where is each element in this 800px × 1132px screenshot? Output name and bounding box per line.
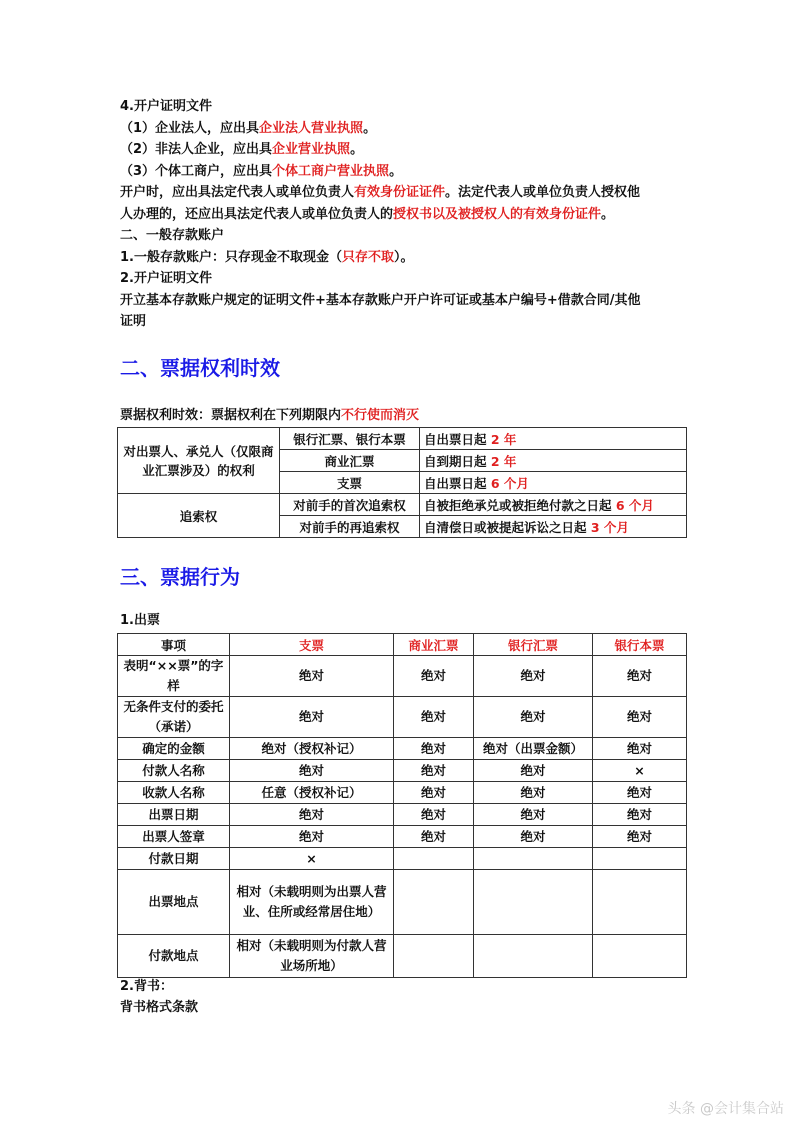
table-cell: 对前手的首次追索权 (280, 494, 420, 516)
header-cell: 银行本票 (593, 634, 687, 656)
sub-heading-endorse: 2.背书： (120, 979, 173, 994)
section-title-validity: 二、票据权利时效 (120, 356, 280, 380)
table-cell: × (593, 760, 687, 782)
table-row (118, 782, 687, 804)
header-cell: 商业汇票 (394, 634, 474, 656)
text-line: 人办理的，还应出具法定代表人或单位负责人的授权书以及被授权人的有效身份证件。 (120, 206, 615, 222)
recourse-label: 追索权 (118, 494, 280, 538)
table-cell: 自清偿日或被提起诉讼之日起 3 个月 (420, 516, 687, 538)
table-cell: × (230, 848, 394, 870)
table-cell: 收款人名称 (118, 782, 230, 804)
table-cell: 无条件支付的委托（承诺） (118, 697, 230, 738)
rights-label: 对出票人、承兑人（仅限商业汇票涉及）的权利 (118, 428, 280, 494)
table-cell: 出票地点 (118, 870, 230, 935)
table-row (118, 428, 687, 450)
header-cell: 事项 (118, 634, 230, 656)
issue-table (117, 633, 687, 978)
table-cell: 付款人名称 (118, 760, 230, 782)
table-row (118, 760, 687, 782)
text-line: 开立基本存款账户规定的证明文件+基本存款账户开户许可证或基本户编号+借款合同/其他 (120, 292, 641, 308)
table-cell: 支票 (280, 472, 420, 494)
table-cell: 绝对 (230, 826, 394, 848)
table-cell: 任意（授权补记） (230, 782, 394, 804)
table-cell (474, 870, 593, 935)
table-cell: 绝对 (593, 782, 687, 804)
table-cell: 出票日期 (118, 804, 230, 826)
table-cell: 绝对 (593, 697, 687, 738)
table-cell: 绝对（授权补记） (230, 738, 394, 760)
text-line: 1.一般存款账户：只存现金不取现金（只存不取）。 (120, 249, 414, 265)
table-cell: 绝对 (394, 760, 474, 782)
table-cell: 绝对 (394, 656, 474, 697)
table-row (118, 738, 687, 760)
document-page (120, 96, 690, 1015)
table-cell: 付款地点 (118, 935, 230, 978)
header-cell: 支票 (230, 634, 394, 656)
section-title-acts: 三、票据行为 (120, 565, 240, 589)
table-row (118, 870, 687, 935)
validity-caption: 票据权利时效：票据权利在下列期限内不行使而消灭 (120, 408, 420, 423)
table-cell: 绝对 (593, 656, 687, 697)
text-line: （2）非法人企业，应出具企业营业执照。 (120, 142, 364, 157)
table-cell: 绝对 (230, 656, 394, 697)
table-cell (593, 935, 687, 978)
table-cell: 银行汇票、银行本票 (280, 428, 420, 450)
table-cell (394, 935, 474, 978)
table-cell (394, 848, 474, 870)
table-row (118, 656, 687, 697)
table-cell: 对前手的再追索权 (280, 516, 420, 538)
table-cell: 绝对 (230, 804, 394, 826)
table-cell (593, 870, 687, 935)
table-cell (593, 848, 687, 870)
table-cell: 绝对 (474, 826, 593, 848)
table-cell: 绝对 (593, 804, 687, 826)
table-cell (394, 870, 474, 935)
text-line: 二、一般存款账户 (120, 228, 225, 243)
table-cell: 绝对 (474, 697, 593, 738)
watermark: 头条 @会计集合站 (667, 1101, 784, 1117)
table-row (118, 826, 687, 848)
table-cell: 自出票日起 2 年 (420, 428, 687, 450)
table-cell: 相对（未载明则为付款人营业场所地） (230, 935, 394, 978)
table-cell: 自出票日起 6 个月 (420, 472, 687, 494)
table-cell: 自到期日起 2 年 (420, 450, 687, 472)
header-cell: 银行汇票 (474, 634, 593, 656)
text-line: 2.开户证明文件 (120, 271, 212, 286)
table-cell: 自被拒绝承兑或被拒绝付款之日起 6 个月 (420, 494, 687, 516)
text-line: 4.开户证明文件 (120, 99, 212, 114)
validity-table (117, 427, 687, 538)
table-cell: 绝对 (474, 760, 593, 782)
text-line: （3）个体工商户，应出具个体工商户营业执照。 (120, 163, 403, 179)
table-cell: 绝对（出票金额） (474, 738, 593, 760)
table-cell: 绝对 (394, 782, 474, 804)
sub-heading-issue: 1.出票 (120, 613, 160, 628)
table-cell: 表明“××票”的字样 (118, 656, 230, 697)
table-cell: 出票人签章 (118, 826, 230, 848)
table-cell: 绝对 (394, 826, 474, 848)
text-line: 开户时，应出具法定代表人或单位负责人有效身份证证件。法定代表人或单位负责人授权他 (120, 185, 641, 200)
table-cell: 商业汇票 (280, 450, 420, 472)
table-cell: 绝对 (394, 804, 474, 826)
table-cell: 绝对 (593, 738, 687, 760)
table-cell: 确定的金额 (118, 738, 230, 760)
table-cell: 绝对 (394, 738, 474, 760)
table-cell: 绝对 (474, 656, 593, 697)
section1-text (120, 96, 690, 333)
endorse-format: 背书格式条款 (120, 1000, 199, 1015)
table-cell: 绝对 (474, 782, 593, 804)
table-cell: 绝对 (230, 760, 394, 782)
table-row (118, 697, 687, 738)
table-cell (474, 848, 593, 870)
text-line: （1）企业法人，应出具企业法人营业执照。 (120, 120, 377, 136)
table-cell: 绝对 (593, 826, 687, 848)
table-cell (474, 935, 593, 978)
table-cell: 绝对 (230, 697, 394, 738)
table-row (118, 494, 687, 516)
table-row (118, 804, 687, 826)
table-row (118, 935, 687, 978)
table-header-row (118, 634, 687, 656)
text-line: 证明 (120, 314, 147, 329)
table-cell: 绝对 (474, 804, 593, 826)
table-cell: 绝对 (394, 697, 474, 738)
table-cell: 相对（未载明则为出票人营业、住所或经常居住地） (230, 870, 394, 935)
table-row (118, 848, 687, 870)
table-cell: 付款日期 (118, 848, 230, 870)
